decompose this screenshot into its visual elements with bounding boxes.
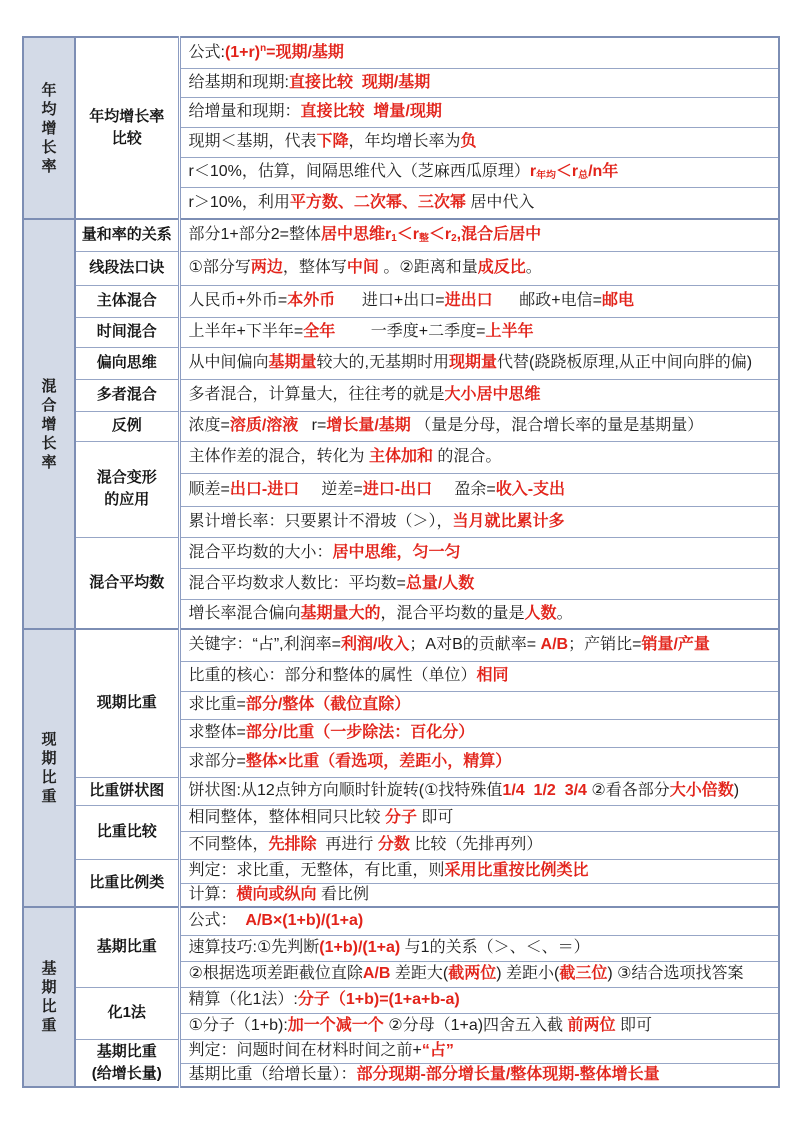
note-row xyxy=(23,777,779,805)
note-highlight: ＜r xyxy=(555,163,579,180)
note-plain: 上半年+下半年= xyxy=(188,323,304,340)
note-plain: 公式: xyxy=(188,43,225,61)
note-highlight: 上半年 xyxy=(485,323,534,340)
note-plain: ②根据选项差距截位直除 xyxy=(188,965,363,982)
note-text xyxy=(181,416,779,436)
topic-label-cell xyxy=(75,629,179,777)
note-highlight: A/B xyxy=(362,965,391,982)
note-cell xyxy=(179,251,779,285)
topic-label-cell xyxy=(75,777,179,805)
note-highlight: 增长量/基期 xyxy=(326,417,411,434)
note-row xyxy=(23,219,779,251)
note-text xyxy=(181,291,779,311)
note-row xyxy=(23,317,779,347)
note-highlight: 成反比 xyxy=(477,259,526,276)
note-text xyxy=(181,885,779,905)
note-highlight: 1/4 1/2 3/4 xyxy=(502,782,587,799)
topic-label: 混合变形 xyxy=(96,469,157,486)
note-plain: r= xyxy=(298,417,327,434)
note-text xyxy=(181,385,779,405)
note-text xyxy=(181,835,779,855)
topic-label: 现期比重 xyxy=(96,694,157,712)
note-plain: ；产销比= xyxy=(568,636,642,654)
note-cell xyxy=(179,219,779,251)
note-highlight: 销量/产量 xyxy=(641,636,710,654)
note-text xyxy=(181,512,779,532)
note-cell xyxy=(179,379,779,411)
note-text xyxy=(181,322,779,342)
section-title: 混合增长率 xyxy=(41,377,57,471)
note-plain: 。 xyxy=(525,259,542,276)
note-text xyxy=(181,574,779,594)
section-title-cell xyxy=(23,37,75,219)
note-highlight: 负 xyxy=(460,133,477,150)
section-title: 现期比重 xyxy=(41,731,57,805)
note-cell xyxy=(179,961,779,987)
note-highlight: 整 xyxy=(418,233,429,245)
note-cell xyxy=(179,1013,779,1039)
topic-label: 基期比重 xyxy=(96,1042,157,1060)
note-cell xyxy=(179,599,779,629)
note-text xyxy=(181,695,779,715)
note-text xyxy=(181,938,779,958)
note-row xyxy=(23,379,779,411)
note-plain: ①部分写 xyxy=(188,259,251,276)
note-cell xyxy=(179,1063,779,1087)
topic-label-cell xyxy=(75,285,179,317)
note-text xyxy=(181,480,779,500)
note-text xyxy=(181,911,779,931)
note-highlight: 截两位 xyxy=(448,965,497,982)
notes-table xyxy=(22,36,780,1088)
note-cell xyxy=(179,859,779,883)
note-plain: ，整体写 xyxy=(282,259,347,276)
note-row xyxy=(23,441,779,473)
note-highlight: 分子（1+b)=(1+a+b-a) xyxy=(297,991,460,1008)
note-highlight: 主体加和 xyxy=(368,448,433,465)
note-plain: 进口+出口= xyxy=(335,292,445,309)
note-highlight: 直接比较 增量/现期 xyxy=(300,103,442,120)
note-cell xyxy=(179,747,779,777)
topic-label-cell xyxy=(75,379,179,411)
note-cell xyxy=(179,187,779,219)
note-plain: 人民币+外币= xyxy=(188,292,288,309)
note-highlight: 大小居中思维 xyxy=(444,386,541,403)
note-plain: 即可 xyxy=(416,809,454,826)
note-highlight: r xyxy=(529,163,537,180)
note-cell xyxy=(179,317,779,347)
topic-label: 化1法 xyxy=(107,1004,146,1021)
note-plain: 混合平均数求人数比：平均数= xyxy=(188,574,406,592)
note-highlight: ＜r xyxy=(396,226,419,244)
note-text xyxy=(181,193,779,213)
note-highlight: n xyxy=(260,42,267,54)
topic-label-cell xyxy=(75,805,179,859)
note-cell xyxy=(179,157,779,187)
note-text xyxy=(181,225,779,245)
topic-label: 比重比例类 xyxy=(89,873,165,891)
note-plain: 主体作差的混合，转化为 xyxy=(188,448,369,465)
note-text xyxy=(181,353,779,373)
note-plain: 多者混合，计算量大，往往考的就是 xyxy=(188,386,445,403)
note-plain: 现期＜基期，代表 xyxy=(188,133,317,150)
note-text xyxy=(181,1016,779,1036)
note-plain: 即可 xyxy=(615,1017,652,1034)
note-text xyxy=(181,861,779,881)
note-highlight: 全年 xyxy=(303,323,336,340)
note-highlight: 人数 xyxy=(524,604,557,622)
note-plain: ，年均增长率为 xyxy=(348,133,461,150)
note-plain: 累计增长率：只要累计不滑坡（＞）， xyxy=(188,512,453,530)
topic-label: 时间混合 xyxy=(96,323,157,340)
note-row xyxy=(23,1039,779,1063)
note-cell xyxy=(179,68,779,97)
note-plain: 。 xyxy=(556,604,573,622)
note-cell xyxy=(179,987,779,1013)
note-row xyxy=(23,411,779,441)
note-cell xyxy=(179,805,779,831)
note-plain: 饼状图:从12点钟方向顺时针旋转(①找特殊值 xyxy=(188,782,503,799)
note-row xyxy=(23,251,779,285)
notes-table-body xyxy=(23,37,779,1087)
topic-label: 比重比较 xyxy=(96,823,157,840)
note-plain: 盈余= xyxy=(432,480,496,498)
note-text xyxy=(181,43,779,63)
note-highlight: 进出口 xyxy=(444,292,493,309)
note-plain: 比重的核心：部分和整体的属性（单位） xyxy=(188,667,477,684)
note-highlight: 部分/比重（一步除法：百化分） xyxy=(245,724,475,741)
note-highlight: 中间 xyxy=(346,259,379,276)
note-highlight: 前两位 xyxy=(567,1017,616,1034)
topic-label: 量和率的关系 xyxy=(81,226,172,244)
note-plain: 差距大( xyxy=(390,965,449,982)
note-row xyxy=(23,907,779,935)
note-plain: 求比重= xyxy=(188,696,246,713)
note-text xyxy=(181,73,779,93)
note-highlight: 居中思维r xyxy=(321,226,392,244)
note-plain: 精算（化1法）: xyxy=(188,991,298,1008)
note-cell xyxy=(179,883,779,907)
note-highlight: (1+r) xyxy=(224,43,261,61)
topic-label: 混合平均数 xyxy=(89,573,165,591)
topic-label: 偏向思维 xyxy=(96,354,157,371)
note-cell xyxy=(179,127,779,157)
note-plain: 比较（先排再列） xyxy=(409,836,543,853)
note-highlight: 大小倍数 xyxy=(669,782,734,799)
note-text xyxy=(181,1065,779,1085)
note-highlight: (1+b)/(1+a) xyxy=(319,939,401,956)
note-plain: 。②距离和量 xyxy=(378,259,478,276)
note-plain: 给基期和现期: xyxy=(188,73,289,91)
note-plain: 从中间偏向 xyxy=(188,354,269,371)
topic-label-cell xyxy=(75,441,179,537)
note-plain: ) 差距小( xyxy=(496,965,560,982)
note-plain: 相同整体，整体相同只比较 xyxy=(188,809,385,826)
note-cell xyxy=(179,568,779,599)
note-highlight: ＜r xyxy=(428,226,452,244)
note-plain: ②看各部分 xyxy=(586,782,670,799)
note-highlight: 1 xyxy=(391,233,397,245)
note-plain: ) ③结合选项找答案 xyxy=(607,965,744,982)
note-cell xyxy=(179,661,779,691)
note-plain: 一季度+二季度= xyxy=(335,323,486,340)
note-row xyxy=(23,859,779,883)
note-cell xyxy=(179,629,779,661)
note-plain: 部分1+部分2=整体 xyxy=(188,226,321,244)
note-plain: （量是分母，混合增长率的量是基期量） xyxy=(410,417,704,434)
note-text xyxy=(181,990,779,1010)
topic-label-cell xyxy=(75,907,179,987)
note-highlight: 两边 xyxy=(250,259,283,276)
note-row xyxy=(23,629,779,661)
note-plain: 不同整体， xyxy=(188,836,269,853)
note-cell xyxy=(179,719,779,747)
note-highlight: 邮电 xyxy=(601,292,634,309)
note-plain: ) xyxy=(733,782,740,799)
note-plain: r＞10%，利用 xyxy=(188,193,290,211)
note-plain: 浓度= xyxy=(188,417,230,434)
note-highlight: 总量/人数 xyxy=(405,574,475,592)
note-plain: 求整体= xyxy=(188,724,246,741)
note-plain: 看比例 xyxy=(316,885,369,903)
note-text xyxy=(181,1041,779,1061)
topic-label-cell xyxy=(75,411,179,441)
note-text xyxy=(181,781,779,801)
note-plain: ；A对B的贡献率= xyxy=(409,636,541,654)
note-highlight: ,混合后居中 xyxy=(456,226,542,244)
note-highlight: 本外币 xyxy=(287,292,336,309)
note-highlight: 下降 xyxy=(316,133,349,150)
note-highlight: 利润/收入 xyxy=(340,636,410,654)
note-plain: 求部分= xyxy=(188,753,246,770)
note-text xyxy=(181,723,779,743)
note-row xyxy=(23,347,779,379)
note-highlight: 基期量 xyxy=(268,354,317,371)
note-cell xyxy=(179,506,779,537)
note-text xyxy=(181,752,779,772)
note-highlight: 相同 xyxy=(476,667,509,684)
note-text xyxy=(181,964,779,984)
note-plain: 基期比重（给增长量）： xyxy=(188,1065,357,1083)
topic-label: 线段法口诀 xyxy=(89,259,165,276)
note-text xyxy=(181,102,779,122)
note-highlight: 部分/整体（截位直除） xyxy=(245,696,411,713)
note-plain: 顺差= xyxy=(188,480,230,498)
topic-label: 比较 xyxy=(111,130,142,147)
note-text xyxy=(181,604,779,624)
note-text xyxy=(181,635,779,655)
note-cell xyxy=(179,1039,779,1063)
note-row xyxy=(23,805,779,831)
note-highlight: 基期量大的 xyxy=(300,604,381,622)
note-text xyxy=(181,258,779,278)
note-cell xyxy=(179,537,779,568)
section-title-cell xyxy=(23,907,75,1087)
note-plain: ①分子（1+b): xyxy=(188,1017,288,1034)
note-highlight: A/B×(1+b)/(1+a) xyxy=(245,912,364,930)
note-plain: 判定：问题时间在材料时间之前+ xyxy=(188,1042,422,1059)
topic-label: (给增长量) xyxy=(91,1064,162,1082)
note-plain: 计算： xyxy=(188,885,237,903)
note-plain: 与1的关系（＞、＜、＝） xyxy=(400,939,590,956)
note-highlight: 收入-支出 xyxy=(495,480,566,498)
topic-label-cell xyxy=(75,347,179,379)
note-plain: 再进行 xyxy=(316,836,378,853)
note-text xyxy=(181,447,779,467)
note-highlight: 溶质/溶液 xyxy=(229,417,299,434)
note-cell xyxy=(179,37,779,68)
note-highlight: 先排除 xyxy=(268,836,317,853)
topic-label: 反例 xyxy=(111,417,142,434)
note-highlight: 总 xyxy=(578,169,589,181)
note-highlight: 直接比较 现期/基期 xyxy=(288,73,431,91)
note-plain: 邮政+电信= xyxy=(492,292,602,309)
section-title-cell xyxy=(23,629,75,907)
note-highlight: 分数 xyxy=(377,836,410,853)
note-text xyxy=(181,666,779,686)
note-plain: ②分母（1+a)四舍五入截 xyxy=(383,1017,568,1034)
note-highlight: 居中思维，匀一匀 xyxy=(332,543,461,561)
note-row xyxy=(23,37,779,68)
note-text xyxy=(181,162,779,182)
note-plain: ，混合平均数的量是 xyxy=(380,604,525,622)
topic-label-cell xyxy=(75,317,179,347)
section-title: 年均增长率 xyxy=(41,81,57,175)
note-cell xyxy=(179,441,779,473)
note-highlight: 截三位 xyxy=(559,965,608,982)
topic-label: 的应用 xyxy=(104,491,150,508)
note-row xyxy=(23,987,779,1013)
note-plain: 混合平均数的大小： xyxy=(188,543,333,561)
note-highlight: “占” xyxy=(421,1042,454,1059)
topic-label: 比重饼状图 xyxy=(89,782,165,799)
topic-label-cell xyxy=(75,251,179,285)
topic-label-cell xyxy=(75,37,179,219)
topic-label-cell xyxy=(75,219,179,251)
section-title-cell xyxy=(23,219,75,629)
note-text xyxy=(181,543,779,563)
note-plain: 给增量和现期： xyxy=(188,103,301,120)
note-cell xyxy=(179,907,779,935)
note-plain: 的混合。 xyxy=(432,448,502,465)
note-plain: 公式： xyxy=(188,912,246,930)
note-highlight: 出口-进口 xyxy=(229,480,300,498)
note-row xyxy=(23,537,779,568)
note-highlight: 采用比重按比例类比 xyxy=(444,862,589,879)
note-cell xyxy=(179,777,779,805)
section-title: 基期比重 xyxy=(41,960,57,1034)
topic-label: 多者混合 xyxy=(96,386,157,403)
topic-label-cell xyxy=(75,987,179,1039)
note-cell xyxy=(179,831,779,859)
note-plain: 逆差= xyxy=(299,480,363,498)
topic-label: 主体混合 xyxy=(96,292,157,309)
note-cell xyxy=(179,473,779,506)
topic-label-cell xyxy=(75,859,179,907)
note-cell xyxy=(179,97,779,127)
note-plain: 代替(跷跷板原理,从正中间向胖的偏) xyxy=(497,354,753,371)
note-cell xyxy=(179,691,779,719)
note-cell xyxy=(179,411,779,441)
topic-label: 年均增长率 xyxy=(89,108,165,125)
topic-label: 基期比重 xyxy=(96,938,157,956)
note-plain: 居中代入 xyxy=(465,193,535,211)
note-plain: 增长率混合偏向 xyxy=(188,604,301,622)
note-plain: 关键字：“占”,利润率= xyxy=(188,636,341,654)
note-highlight: 加一个减一个 xyxy=(287,1017,384,1034)
note-highlight: 进口-出口 xyxy=(362,480,433,498)
note-highlight: 现期量 xyxy=(448,354,497,371)
note-highlight: 年均 xyxy=(536,169,556,181)
note-highlight: 当月就比累计多 xyxy=(452,512,565,530)
note-row xyxy=(23,285,779,317)
note-text xyxy=(181,132,779,152)
note-highlight: 横向或纵向 xyxy=(236,885,317,903)
note-plain: r＜10%，估算，间隔思维代入（芝麻西瓜原理） xyxy=(188,163,530,180)
note-highlight: 2 xyxy=(451,233,457,245)
note-highlight: 分子 xyxy=(384,809,417,826)
topic-label-cell xyxy=(75,1039,179,1087)
note-cell xyxy=(179,347,779,379)
note-highlight: A/B xyxy=(540,636,569,654)
note-plain: 判定：求比重，无整体，有比重，则 xyxy=(188,862,445,879)
note-cell xyxy=(179,285,779,317)
note-highlight: 整体×比重（看选项，差距小，精算） xyxy=(245,753,512,770)
note-plain: 速算技巧:①先判断 xyxy=(188,939,320,956)
note-cell xyxy=(179,935,779,961)
note-plain: 较大的,无基期时用 xyxy=(316,354,449,371)
note-highlight: /n年 xyxy=(588,163,619,180)
note-highlight: 部分现期-部分增长量/整体现期-整体增长量 xyxy=(356,1065,660,1083)
note-text xyxy=(181,808,779,828)
topic-label-cell xyxy=(75,537,179,629)
note-highlight: 平方数、二次幂、三次幂 xyxy=(289,193,466,211)
note-highlight: =现期/基期 xyxy=(266,43,344,61)
